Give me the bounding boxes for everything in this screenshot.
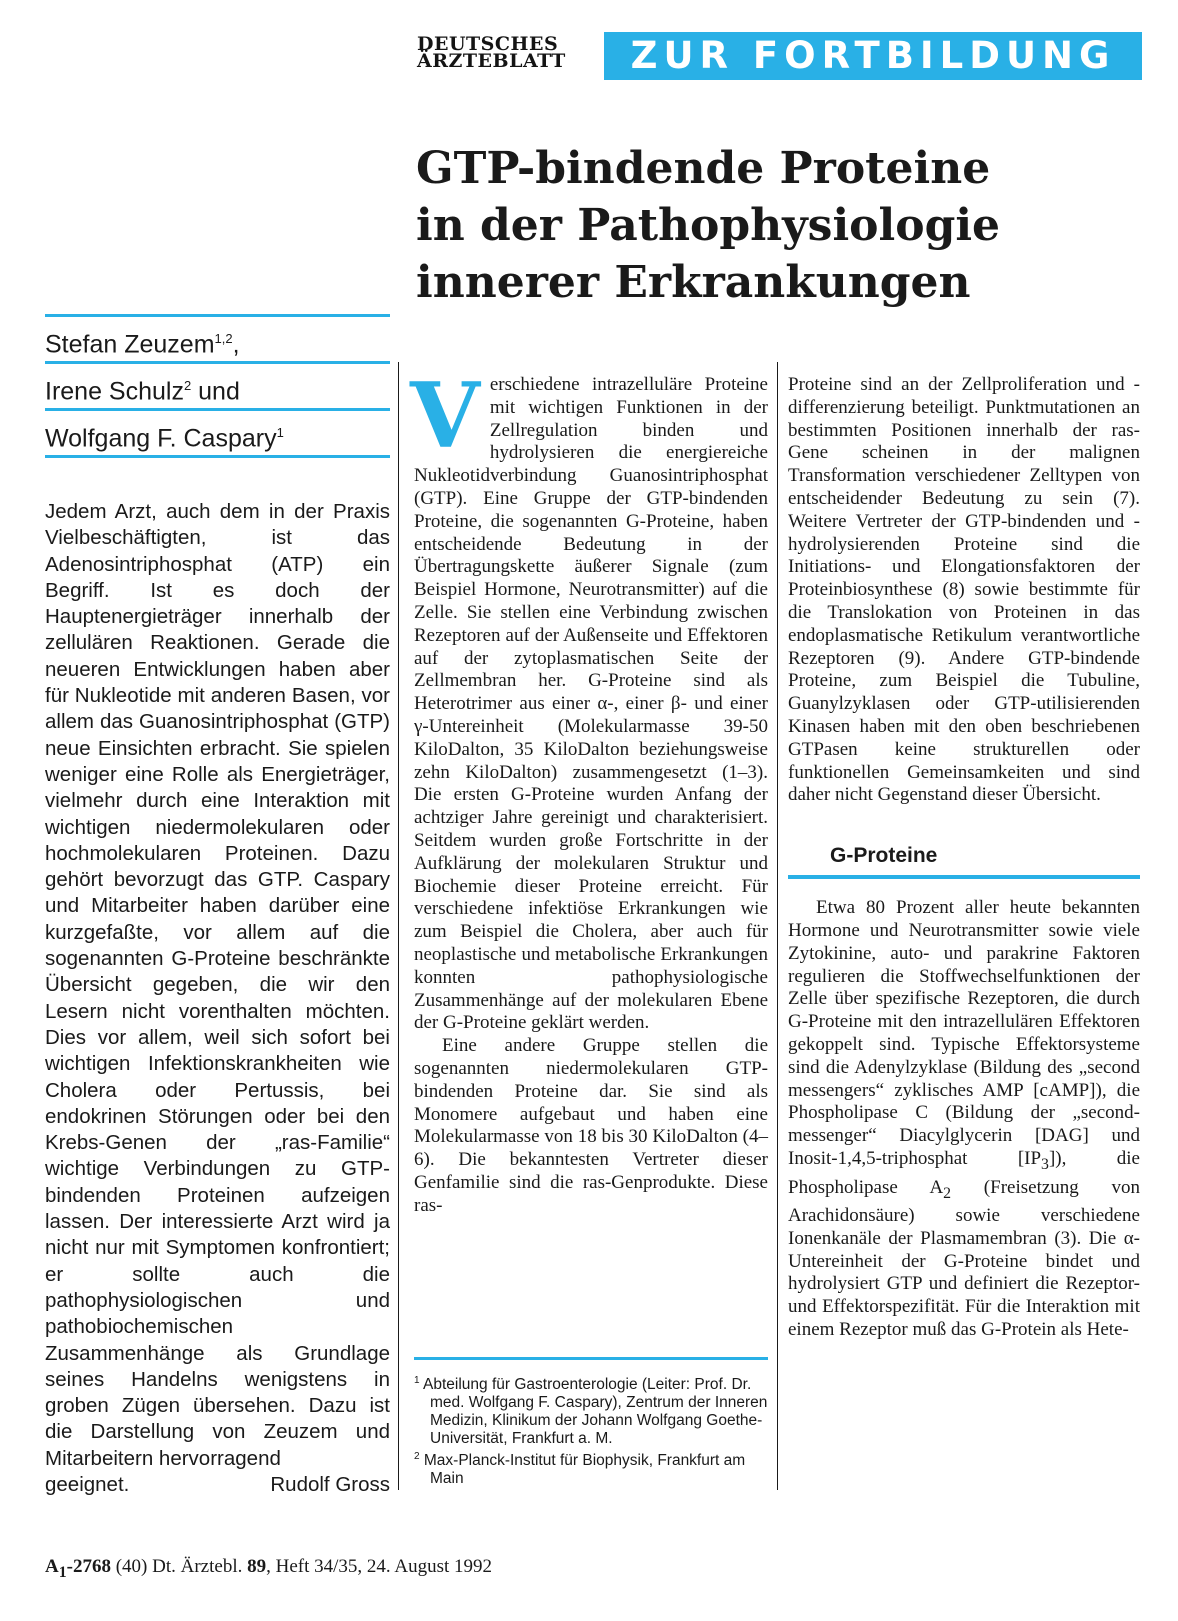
author-affiliation-mark: 1,2 (214, 331, 233, 346)
body-paragraph: Verschiedene intrazelluläre Proteine mit wichtigen Funktionen in der Zellregulation binden und hydrolysieren die energiereiche Nukleotidverbindung Guanosintriphosphat (GTP). Eine Gruppe der GTP-bindenden Proteine, die sogenannten G-Proteine, haben entscheidende Bedeutung in der Übertragungskette äußerer Signale (zum Beispiel Hormone, Neurotransmitter) auf die Zelle. Sie stellen eine Verbindung zwischen Rezeptoren auf der Außenseite und Effektoren auf der zytoplasmatischen Seite der Zellmembran her. G-Proteine sind als Heterotrimer aus einer α-, einer β- und einer γ-Untereinheit (Molekularmasse 39-50 KiloDalton, 35 KiloDalton beziehungsweise zehn KiloDalton) zusammengesetzt (1–3). Die ersten G-Proteine wurden Anfang der achtziger Jahre gereinigt und charakterisiert. Seitdem wurden große Fortschritte in der Aufklärung der molekularen Struktur und Biochemie dieser Proteine erreicht. Für verschiedene infektiöse Erkrankungen wie zum Beispiel die Cholera, aber auch für neoplastische und metabolische Erkrankungen konnten pathophysiologische Zusammenhänge auf der molekularen Ebene der G-Proteine geklärt werden. (410, 363, 768, 1034)
citation-text: , Heft 34/35, 24. August 1992 (266, 1556, 493, 1577)
title-line-2: in der Pathophysiologie (416, 200, 1001, 251)
drop-cap: V (410, 363, 480, 469)
volume-number: 89 (247, 1556, 267, 1577)
author-list (45, 314, 390, 458)
author-affiliation-mark: 1 (276, 425, 284, 440)
body-paragraph: Proteine sind an der Zellproliferation und -differenzierung beteiligt. Punktmutationen an bestimmten Positionen innerhalb der ras-Gene scheinen in der malignen Transformation verschiedener Zelltypen von entscheidender Bedeutung zu sein (7). Weitere Vertreter der GTP-bindenden und -hydrolysierenden Proteine sind die Initiations- und Elongationsfaktoren der Proteinbiosynthese (8) sowie bestimmte für die Translokation von Proteinen in das endoplasmatische Retikulum verantwortliche Rezeptoren (9). Andere GTP-bindende Proteine, zum Beispiel die Tubuline, Guanylzyklasen oder GTP-utilisierenden Kinasen haben mit den oben beschriebenen GTPasen keine strukturellen oder funktionellen Gemeinsamkeiten und sind daher nicht Gegenstand dieser Übersicht. (788, 374, 1140, 806)
footnote-rule (414, 1357, 768, 1360)
intro-last-word: geeignet. (45, 1472, 130, 1496)
body-paragraph: Eine andere Gruppe stellen die sogenannten niedermolekularen GTP-bindenden Proteine dar. Sie sind als Monomere aufgebaut und haben eine Molekularmasse von 18 bis 30 KiloDalton (4–6). Die bekanntesten Vertreter dieser Genfamilie sind die ras-Genprodukte. Diese ras- (414, 1035, 768, 1216)
author-3: Wolfgang F. Caspary$^1$ (45, 424, 284, 453)
editorial-intro (45, 499, 390, 1498)
divider (45, 455, 390, 458)
column-divider (398, 362, 399, 1490)
author-1: Stefan Zeuzem$^{1,2}$, (45, 330, 240, 359)
footnote-1: $^1$ Abteilung für Gastroenterologie (Leiter: Prof. Dr. med. Wolfgang F. Caspary), Zentrum der Inneren Medizin, Klinikum der Johann Wolfgang Goethe-Universität, Frankfurt a. M. (414, 1375, 768, 1448)
body-column-2 (410, 363, 768, 1217)
page-code: $A_1-2768$ (45, 1556, 111, 1581)
body-column-3 (788, 374, 1140, 1342)
page-footer (45, 1556, 492, 1582)
section-heading: G-Proteine (830, 844, 938, 868)
footnotes (414, 1372, 768, 1488)
author-affiliation-mark: 2 (183, 378, 192, 393)
column-divider (777, 362, 778, 1490)
intro-text: Jedem Arzt, auch dem in der Praxis Vielbeschäftigten, ist das Adenosintriphosphat (ATP) ein Begriff. Ist es doch der Hauptenergieträger innerhalb der zellulären Reaktionen. Gerade die neueren Entwicklungen haben aber für Nukleotide mit anderen Basen, vor allem das Guanosintriphosphat (GTP) neue Einsichten erbracht. Sie spielen weniger eine Rolle als Energieträger, vielmehr durch eine Interaktion mit wichtigen niedermolekularen oder hochmolekularen Proteinen. Dazu gehört bevorzugt das GTP. Caspary und Mitarbeiter haben darüber eine kurzgefaßte, vor allem auf die sogenannten G-Proteine beschränkte Übersicht gegeben, die wir den Lesern nicht vorenthalten möchten. Dies vor allem, weil sich sofort bei wichtigen Infektionskrankheiten wie Cholera oder Pertussis, bei endokrinen Störungen oder bei den Krebs-Genen der „ras-Familie“ wichtige Verbindungen zu GTP-bindenden Proteinen aufzeigen lassen. Der interessierte Arzt wird ja nicht nur mit Symptomen konfrontiert; er sollte auch die pathophysiologischen und pathobiochemischen Zusammenhänge als Grundlage seines Handelns wenigstens in groben Zügen übersehen. Dazu ist die Darstellung von Zeuzem und Mitarbeitern hervorragend (45, 500, 390, 1470)
title-line-3: innerer Erkrankungen (416, 257, 971, 308)
body-paragraph: Etwa 80 Prozent aller heute bekannten Hormone und Neurotransmitter sowie viele Zytokinine, auto- und parakrine Faktoren regulieren die Stoffwechselfunktionen der Zelle über spezifische Rezeptoren, die durch G-Proteine mit den intrazellulären Effektoren gekoppelt sind. Typische Effektorsysteme sind die Adenylzyklase (Bildung des „second messengers“ zyklisches AMP [cAMP]), die Phospholipase C (Bildung der „second-messenger“ Diacylglycerin [DAG] und Inosit-1,4,5-triphosphat $[IP_3]$), die Phospholipase $A_2$ (Freisetzung von Arachidonsäure) sowie verschiedene Ionenkanäle der Plasmamembran (3). Die α-Untereinheit der G-Proteine bindet und hydrolysiert GTP und definiert die Rezeptor- und Effektorspezifität. Für die Interaktion mit einem Rezeptor muß das G-Protein als Hete- (788, 897, 1140, 1341)
article-title (416, 140, 1136, 311)
author-2: Irene Schulz$^2$ und (45, 377, 240, 406)
title-line-1: GTP-bindende Proteine (416, 143, 991, 194)
citation-text: (40) Dt. Ärztebl. (110, 1556, 248, 1577)
intro-signature-line (45, 1472, 390, 1498)
heading-rule (788, 875, 1140, 879)
journal-logo (417, 33, 566, 72)
journal-logo-line1: DEUTSCHES (417, 33, 559, 55)
journal-logo-line2: ÄRZTEBLATT (417, 50, 566, 72)
footnote-2: $^2$ Max-Planck-Institut für Biophysik, Frankfurt am Main (414, 1451, 746, 1488)
section-banner: ZUR FORTBILDUNG (604, 32, 1142, 80)
intro-signature: Rudolf Gross (270, 1472, 390, 1496)
